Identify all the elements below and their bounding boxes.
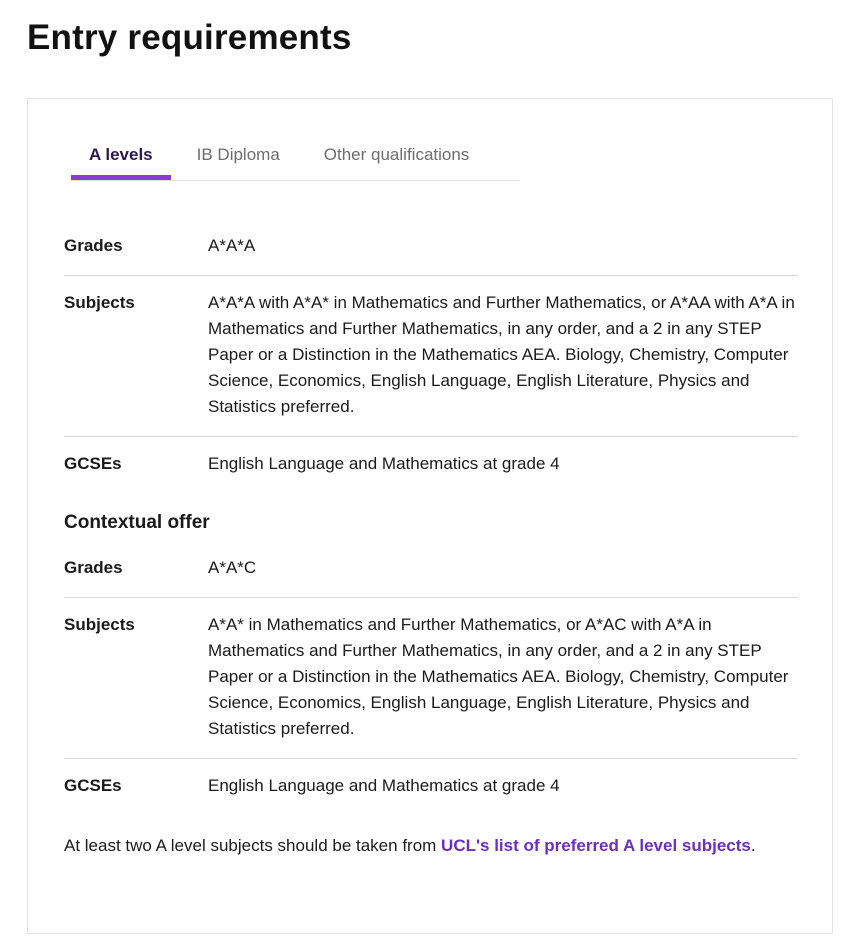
contextual-offer-heading: Contextual offer <box>64 512 210 533</box>
entry-requirements-panel <box>27 98 833 934</box>
row-label: Subjects <box>64 615 135 634</box>
tab-other-qualifications[interactable]: Other qualifications <box>323 145 470 164</box>
note-text-end: . <box>750 836 756 855</box>
row-label: Grades <box>64 236 123 255</box>
row-value: A*A* in Mathematics and Further Mathematics, or A*AC with A*A in Mathematics and Further Mathematics, in any order, and a 2 in any STEP Paper or a Distinction in the Mathematics AEA. Biology, Chemistry, Computer Science, Economics, English Language, English Literature, Physics and Statistics preferred. <box>208 615 789 738</box>
tab-ib-diploma[interactable]: IB Diploma <box>196 145 280 164</box>
tab-a-levels[interactable]: A levels <box>71 135 171 179</box>
row-value: English Language and Mathematics at grade 4 <box>208 454 560 473</box>
standard-gcses-row <box>64 437 798 493</box>
standard-grades-row <box>64 219 798 276</box>
contextual-subjects-row <box>64 598 798 759</box>
contextual-gcses-row <box>64 759 798 815</box>
qualification-tabs <box>71 135 520 181</box>
row-label: Subjects <box>64 293 135 312</box>
contextual-grades-row <box>64 541 798 598</box>
row-label: GCSEs <box>64 454 122 473</box>
note-text: At least two A level subjects should be taken from <box>64 836 442 855</box>
preferred-subjects-note <box>64 833 798 859</box>
row-label: Grades <box>64 558 123 577</box>
a-levels-tab-panel <box>64 219 798 876</box>
row-value: A*A*C <box>208 558 257 577</box>
page-title: Entry requirements <box>27 18 352 57</box>
row-value: English Language and Mathematics at grade 4 <box>208 776 560 795</box>
standard-subjects-row <box>64 276 798 437</box>
row-label: GCSEs <box>64 776 122 795</box>
preferred-subjects-link[interactable]: UCL's list of preferred A level subjects <box>441 836 751 855</box>
row-value: A*A*A <box>208 236 256 255</box>
row-value: A*A*A with A*A* in Mathematics and Further Mathematics, or A*AA with A*A in Mathematics and Further Mathematics, in any order, and a 2 in any STEP Paper or a Distinction in the Mathematics AEA. Biology, Chemistry, Computer Science, Economics, English Language, English Literature, Physics and Statistics preferred. <box>208 293 795 416</box>
